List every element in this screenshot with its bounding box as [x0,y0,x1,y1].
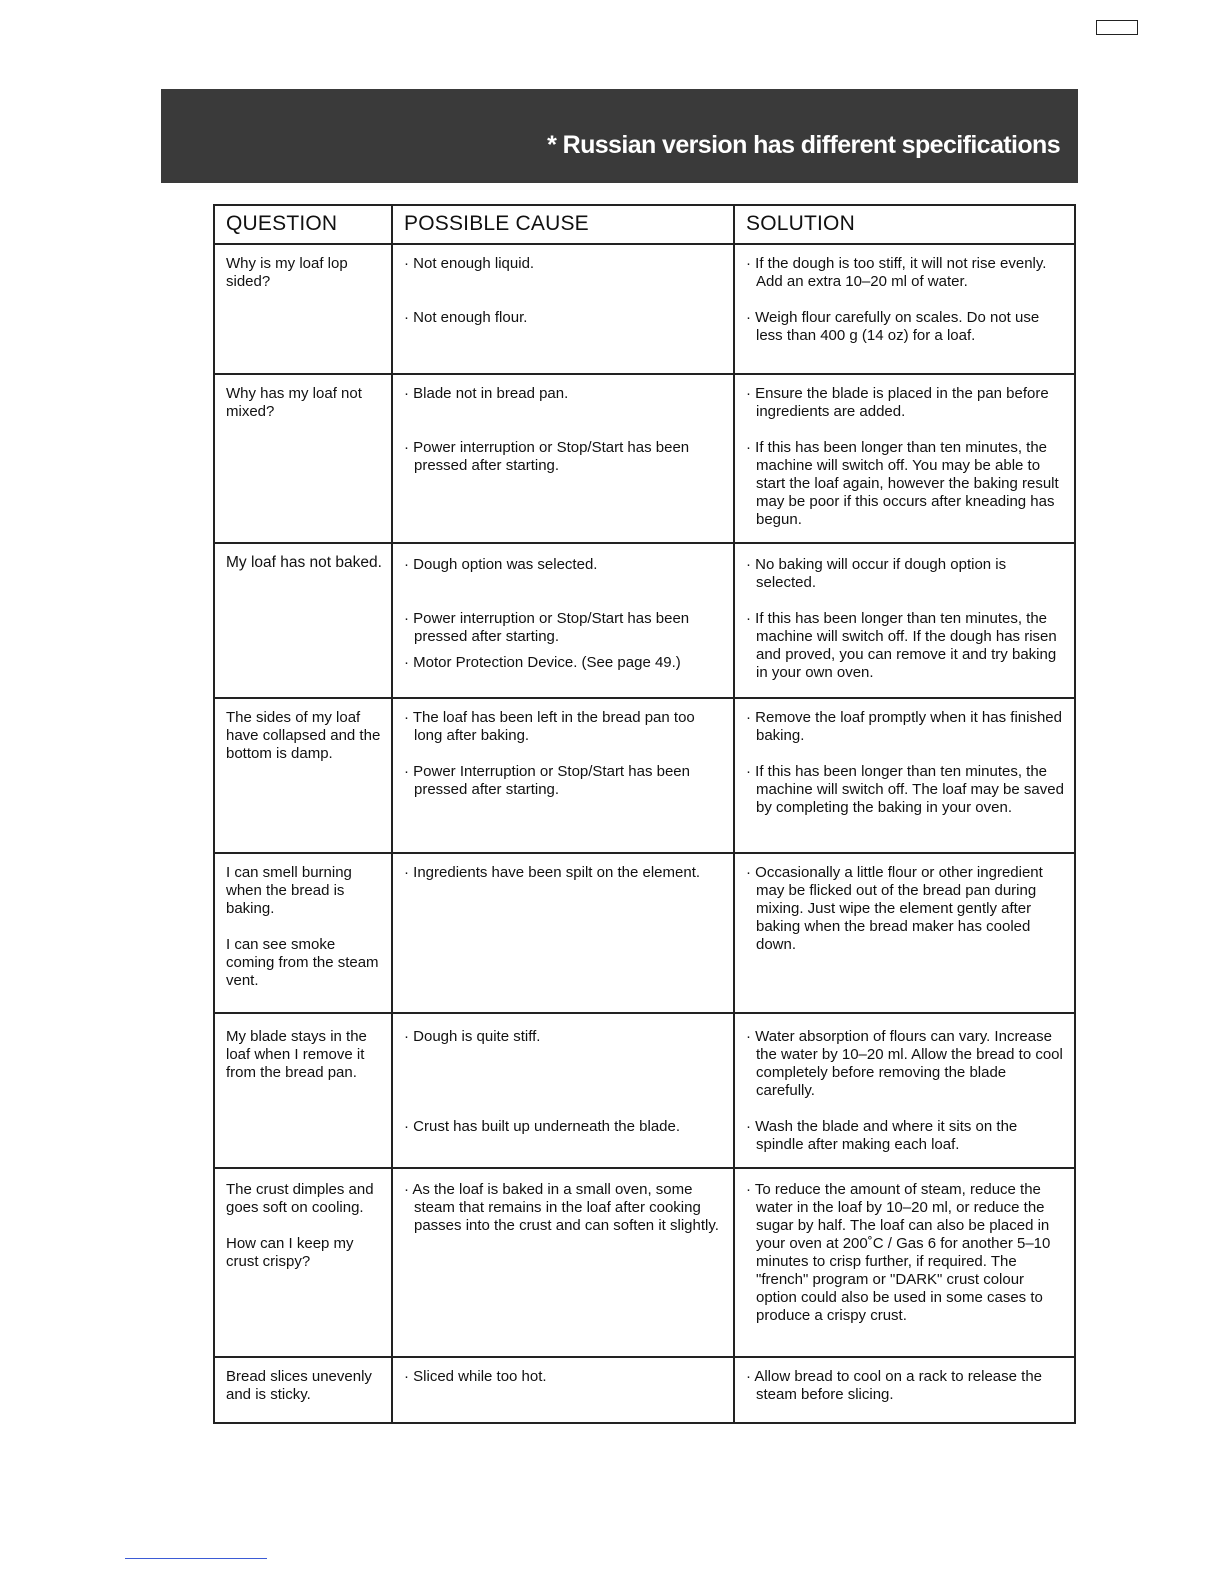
cause-cell [392,1168,734,1357]
solution-text: · If this has been longer than ten minutes, the machine will switch off. If the dough has risen and proved, you can remove it and try baking in your own oven. [746,610,1057,681]
question-text: I can see smoke coming from the steam vent. [226,936,379,989]
question-cell [214,244,392,374]
solution-cell [734,1357,1075,1423]
solution-text: · Occasionally a little flour or other ingredient may be flicked out of the bread pan during mixing. Just wipe the element gently after baking when the bread maker has cooled down. [746,864,1043,953]
solution-cell [734,698,1075,853]
header-banner [161,89,1078,183]
troubleshooting-table [213,204,1076,1424]
cause-text: · Crust has built up underneath the blade. [404,1118,681,1135]
table-row [214,1168,1075,1357]
table-row [214,543,1075,698]
table-row [214,853,1075,1013]
question-text: The sides of my loaf have collapsed and the bottom is damp. [226,709,381,762]
question-cell [214,543,392,698]
cause-cell [392,853,734,1013]
cause-text: · The loaf has been left in the bread pan too long after baking. [404,709,695,744]
solution-text: · Ensure the blade is placed in the pan before ingredients are added. [746,385,1049,420]
cause-text: · Dough option was selected. [404,556,598,573]
question-text: Bread slices unevenly and is sticky. [226,1368,372,1403]
header-possible-cause: POSSIBLE CAUSE [392,205,734,244]
question-text: My loaf has not baked. [226,554,382,571]
solution-text: · Remove the loaf promptly when it has finished baking. [746,709,1062,744]
question-cell [214,1013,392,1168]
header-question: QUESTION [214,205,392,244]
solution-text: · Allow bread to cool on a rack to release the steam before slicing. [746,1368,1043,1403]
table-row [214,244,1075,374]
cause-text: · Sliced while too hot. [404,1368,547,1385]
question-text: The crust dimples and goes soft on cooling. [226,1181,374,1216]
solution-text: · To reduce the amount of steam, reduce the water in the loaf by 10–20 ml, or reduce the sugar by half. The loaf can also be placed in your oven at 200˚C / Gas 6 for another 5–10 minutes to crisp further, if required. The "french" program or "DARK" crust colour option could also be used in some cases to produce a crispy crust. [746,1181,1051,1324]
solution-cell [734,543,1075,698]
solution-cell [734,244,1075,374]
question-cell [214,698,392,853]
footer-rule [125,1558,267,1559]
question-cell [214,1168,392,1357]
solution-text: · No baking will occur if dough option is selected. [746,556,1007,591]
cause-text: · Power interruption or Stop/Start has been pressed after starting. [404,439,690,474]
question-text: Why is my loaf lop sided? [226,255,348,290]
cause-text: · Dough is quite stiff. [404,1028,541,1045]
solution-text: · If this has been longer than ten minutes, the machine will switch off. The loaf may be saved by completing the baking in your oven. [746,763,1064,816]
question-text: How can I keep my crust crispy? [226,1235,354,1270]
cause-text: · As the loaf is baked in a small oven, some steam that remains in the loaf after cooking passes into the crust and can soften it slightly. [404,1181,719,1234]
solution-text: · If the dough is too stiff, it will not rise evenly. Add an extra 10–20 ml of water. [746,255,1047,290]
cause-text: · Not enough liquid. [404,255,535,272]
cause-cell [392,1013,734,1168]
cause-cell [392,698,734,853]
cause-text: · Blade not in bread pan. [404,385,569,402]
cause-cell [392,1357,734,1423]
table-row [214,1357,1075,1423]
solution-text: · Weigh flour carefully on scales. Do not use less than 400 g (14 oz) for a loaf. [746,309,1040,344]
cause-cell [392,244,734,374]
table-row [214,374,1075,543]
table-row [214,1013,1075,1168]
question-cell [214,374,392,543]
solution-cell [734,853,1075,1013]
solution-text: · Wash the blade and where it sits on the spindle after making each loaf. [746,1118,1018,1153]
cause-text: · Power Interruption or Stop/Start has been pressed after starting. [404,763,690,798]
question-text: Why has my loaf not mixed? [226,385,362,420]
solution-cell [734,1168,1075,1357]
table-header-row [214,205,1075,244]
question-cell [214,853,392,1013]
question-text: I can smell burning when the bread is baking. [226,864,352,917]
solution-cell [734,374,1075,543]
cause-cell [392,374,734,543]
solution-text: · Water absorption of flours can vary. Increase the water by 10–20 ml. Allow the bread to cool completely before removing the blade carefully. [746,1028,1063,1099]
header-solution: SOLUTION [734,205,1075,244]
question-cell [214,1357,392,1423]
question-text: My blade stays in the loaf when I remove it from the bread pan. [226,1028,367,1081]
cause-text: · Ingredients have been spilt on the element. [404,864,701,881]
cause-text: · Not enough flour. [404,309,528,326]
cause-text: · Power interruption or Stop/Start has been pressed after starting. [404,610,690,645]
cause-text: · Motor Protection Device. (See page 49.) [404,654,681,671]
solution-text: · If this has been longer than ten minutes, the machine will switch off. You may be able to start the loaf again, however the baking result may be poor if this occurs after kneading has begun. [746,439,1059,528]
cause-cell [392,543,734,698]
table-row [214,698,1075,853]
solution-cell [734,1013,1075,1168]
banner-text: * Russian version has different specifications [547,131,1060,159]
corner-box [1096,20,1138,35]
